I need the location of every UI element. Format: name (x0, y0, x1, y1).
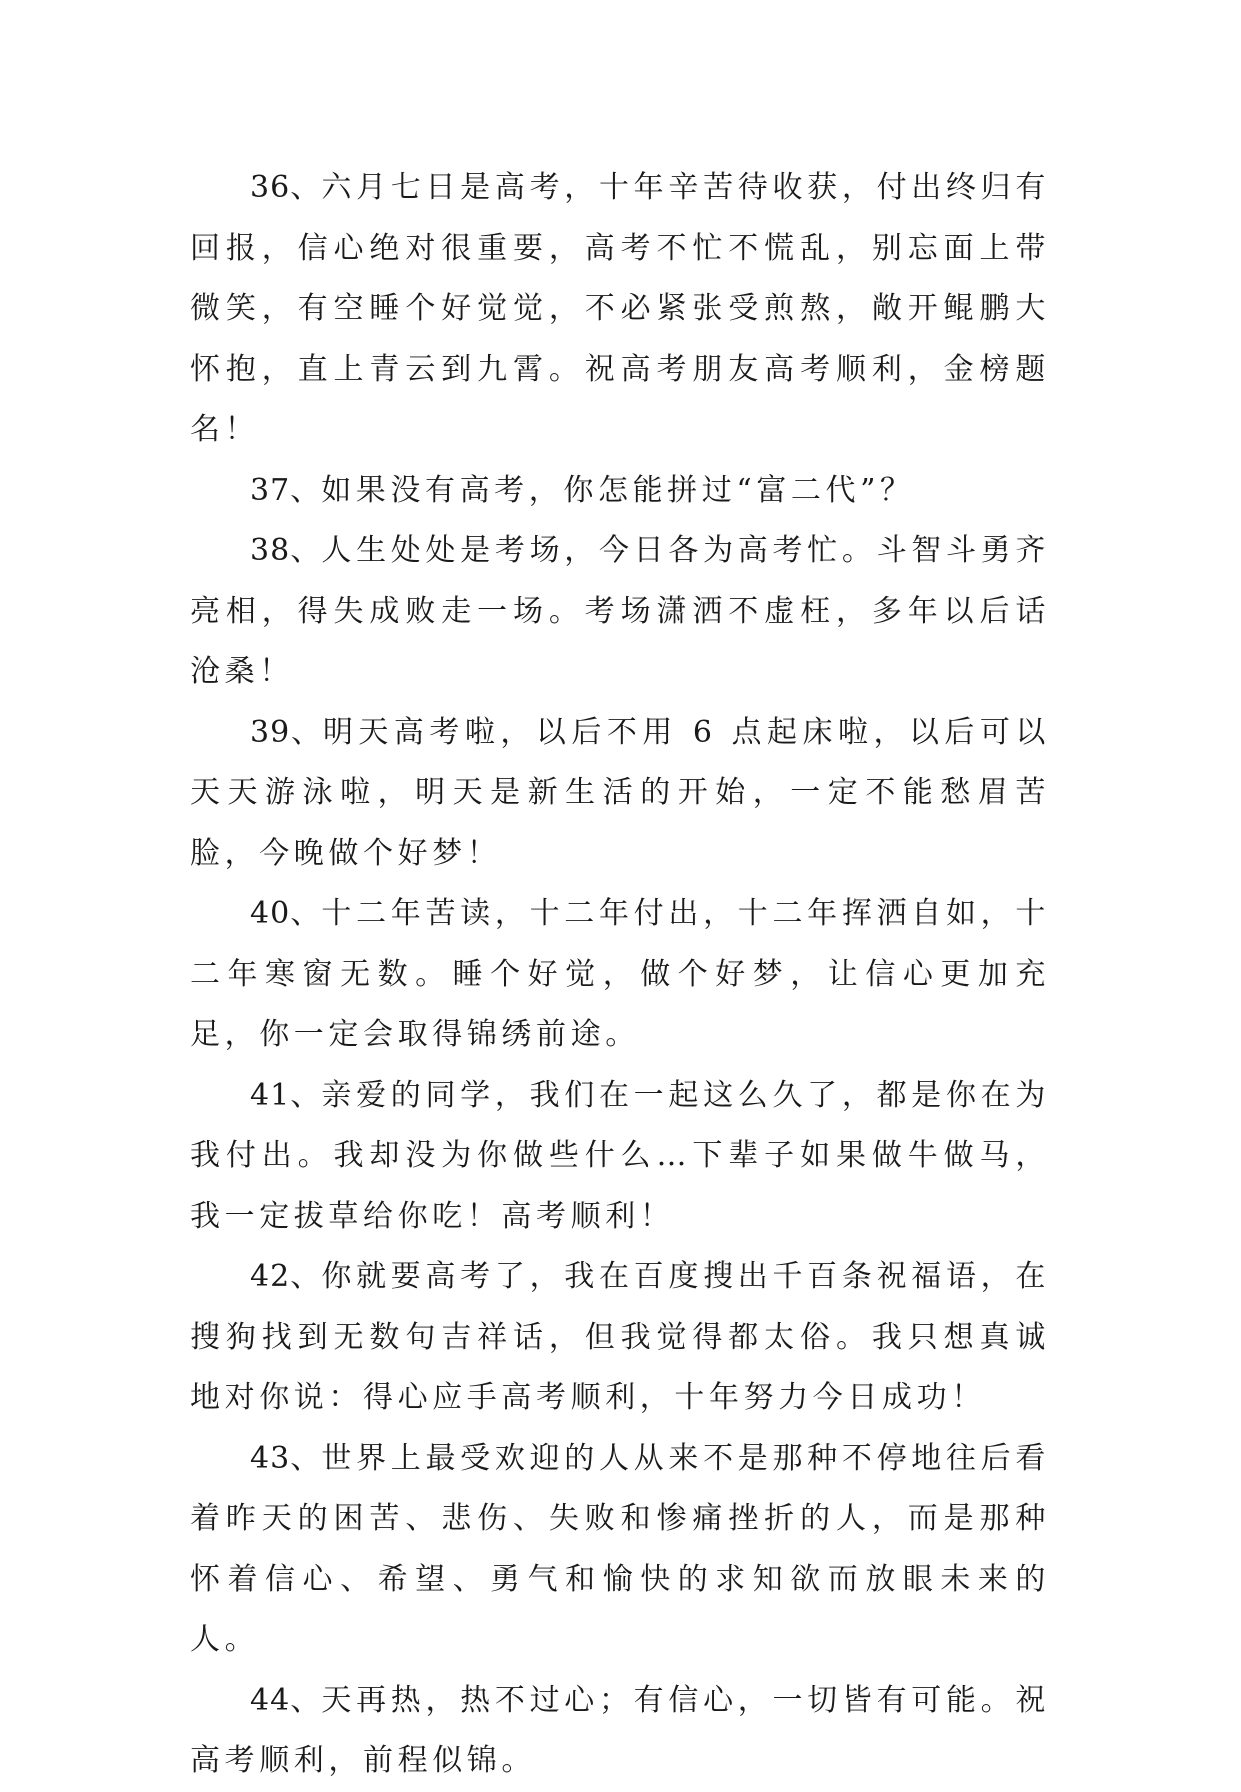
paragraph-text: 十二年苦读，十二年付出，十二年挥洒自如，十二年寒窗无数。睡个好觉，做个好梦，让信心更加充足，你一定会取得锦绣前途。 (190, 896, 1050, 1052)
paragraph-number: 43、 (250, 1440, 322, 1476)
paragraph-41 (190, 1066, 1050, 1248)
paragraph-number: 41、 (250, 1077, 322, 1113)
paragraph-number: 39、 (250, 714, 323, 750)
paragraph-text: 天再热，热不过心；有信心，一切皆有可能。祝高考顺利，前程似锦。 (190, 1682, 1050, 1778)
paragraph-number: 37、 (250, 472, 322, 508)
paragraph-number: 38、 (250, 533, 322, 568)
paragraph-38 (190, 521, 1050, 703)
paragraph-text: 明天高考啦，以后不用 6 点起床啦，以后可以天天游泳啦，明天是新生活的开始，一定不能愁眉苦脸，今晚做个好梦！ (190, 714, 1050, 871)
paragraph-number: 40、 (250, 896, 322, 931)
paragraph-36 (190, 158, 1050, 461)
paragraph-text: 亲爱的同学，我们在一起这么久了，都是你在为我付出。我却没为你做些什么…下辈子如果做牛做马，我一定拔草给你吃！高考顺利！ (190, 1077, 1050, 1234)
paragraph-text: 世界上最受欢迎的人从来不是那种不停地往后看着昨天的困苦、悲伤、失败和惨痛挫折的人，而是那种怀着信心、希望、勇气和愉快的求知欲而放眼未来的人。 (190, 1440, 1050, 1657)
document-body (190, 158, 1050, 1792)
paragraph-text: 六月七日是高考，十年辛苦待收获，付出终归有回报，信心绝对很重要，高考不忙不慌乱，别忘面上带微笑，有空睡个好觉觉，不必紧张受煎熬，敞开鲲鹏大怀抱，直上青云到九霄。祝高考朋友高考顺利，金榜题名！ (190, 170, 1050, 447)
paragraph-44 (190, 1671, 1050, 1792)
paragraph-40 (190, 884, 1050, 1066)
paragraph-text: 你就要高考了，我在百度搜出千百条祝福语，在搜狗找到无数句吉祥话，但我觉得都太俗。我只想真诚地对你说：得心应手高考顺利，十年努力今日成功！ (190, 1259, 1050, 1415)
paragraph-number: 44、 (250, 1682, 322, 1718)
paragraph-42 (190, 1247, 1050, 1429)
paragraph-text: 人生处处是考场，今日各为高考忙。斗智斗勇齐亮相，得失成败走一场。考场潇洒不虚枉，多年以后话沧桑！ (190, 533, 1050, 689)
paragraph-number: 36、 (250, 170, 322, 205)
paragraph-number: 42、 (250, 1259, 322, 1294)
paragraph-43 (190, 1429, 1050, 1671)
paragraph-text: 如果没有高考，你怎能拼过“富二代”？ (321, 472, 915, 508)
paragraph-39 (190, 703, 1050, 885)
paragraph-37 (190, 461, 1050, 522)
